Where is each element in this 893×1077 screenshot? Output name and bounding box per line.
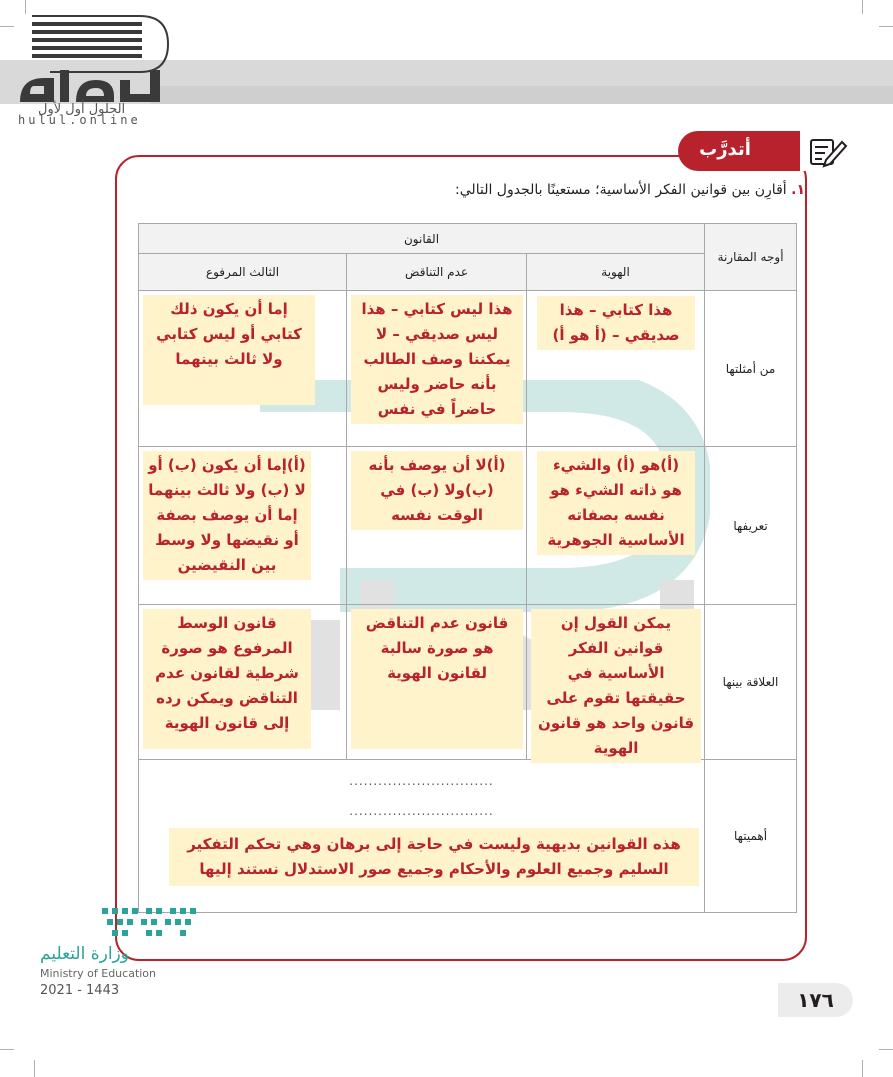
answer-box: قانون الوسط المرفوع هو صورة شرطية لقانون عدم التناقض ويمكن رده إلى قانون الهوية	[143, 609, 311, 749]
crop-mark	[862, 1060, 863, 1077]
logo-site: hulul.online	[18, 113, 141, 127]
row-label-relation: العلاقة بينها	[705, 605, 797, 760]
ministry-name-english: Ministry of Education	[40, 967, 157, 980]
table-cell	[139, 291, 347, 447]
logo-tagline: الحلول أول لأول	[38, 102, 126, 117]
aspects-header: أوجه المقارنة	[705, 224, 797, 291]
law-header: القانون	[139, 224, 705, 254]
table-cell	[527, 447, 705, 605]
dotted-line: ..............................	[349, 804, 494, 818]
page-number-badge	[778, 983, 853, 1017]
answer-box: هذا ليس كتابي – هذا ليس صديقي – لا يمكننا وصف الطالب بأنه حاضر وليس حاضراً في نفس	[351, 295, 523, 424]
answer-box: هذا كتابي – هذا صديقي – (أ هو أ)	[537, 296, 695, 350]
table-cell	[139, 447, 347, 605]
exercise-text: أقارِن بين قوانين الفكر الأساسية؛ مستعينًا بالجدول التالي:	[455, 182, 787, 198]
crop-mark	[879, 1049, 893, 1050]
column-header-non-contradiction: عدم التناقض	[347, 254, 527, 291]
table-cell	[527, 605, 705, 760]
column-header-identity: الهوية	[527, 254, 705, 291]
edition-year: 2021 - 1443	[40, 983, 120, 998]
dotted-line: ..............................	[349, 774, 494, 788]
table-cell	[139, 605, 347, 760]
crop-mark	[862, 0, 863, 14]
exercise-number: ١.	[791, 182, 805, 198]
comparison-table	[138, 223, 796, 913]
table-cell	[347, 447, 527, 605]
row-label-definition: تعريفها	[705, 447, 797, 605]
answer-box: يمكن القول إن قوانين الفكر الأساسية في حقيقتها تقوم على قانون واحد هو قانون الهوية	[531, 609, 701, 763]
header-band-shadow	[150, 86, 893, 104]
row-label-examples: من أمثلتها	[705, 291, 797, 447]
practice-tab-label: أتدرَّب	[699, 139, 751, 160]
answer-box: (أ)هو (أ) والشيء هو ذاته الشيء هو نفسه بصفاته الأساسية الجوهرية	[537, 451, 695, 555]
crop-mark	[879, 26, 893, 27]
notepad-pencil-icon	[808, 136, 848, 168]
table-cell	[347, 605, 527, 760]
ministry-name-arabic: وزارة التعليم	[40, 944, 129, 964]
answer-box: قانون عدم التناقض هو صورة سالبة لقانون الهوية	[351, 609, 523, 749]
crop-mark	[34, 1060, 35, 1077]
answer-box: إما أن يكون ذلك كتابي أو ليس كتابي ولا ثالث بينهما	[143, 295, 315, 405]
importance-cell	[139, 760, 705, 913]
page-number: ١٧٦	[797, 988, 834, 1012]
answer-box: (أ)لا أن يوصف بأنه (ب)ولا (ب) في الوقت نفسه	[351, 451, 523, 530]
exercise-instruction	[410, 182, 805, 198]
crop-mark	[0, 1049, 14, 1050]
importance-answer-box: هذه القوانين بديهية وليست في حاجة إلى برهان وهي تحكم التفكير السليم وجميع العلوم والأحكام وجميع صور الاستدلال نستند إليها	[169, 828, 699, 886]
row-label-importance: أهميتها	[705, 760, 797, 913]
table-cell	[527, 291, 705, 447]
column-header-excluded-middle: الثالث المرفوع	[139, 254, 347, 291]
answer-box: (أ)إما أن يكون (ب) أو لا (ب) ولا ثالث بينهما إما أن يوصف بصفة أو نقيضها ولا وسط بين النقيضين	[143, 451, 311, 580]
ministry-logo-icon	[100, 906, 200, 942]
table-cell	[347, 291, 527, 447]
